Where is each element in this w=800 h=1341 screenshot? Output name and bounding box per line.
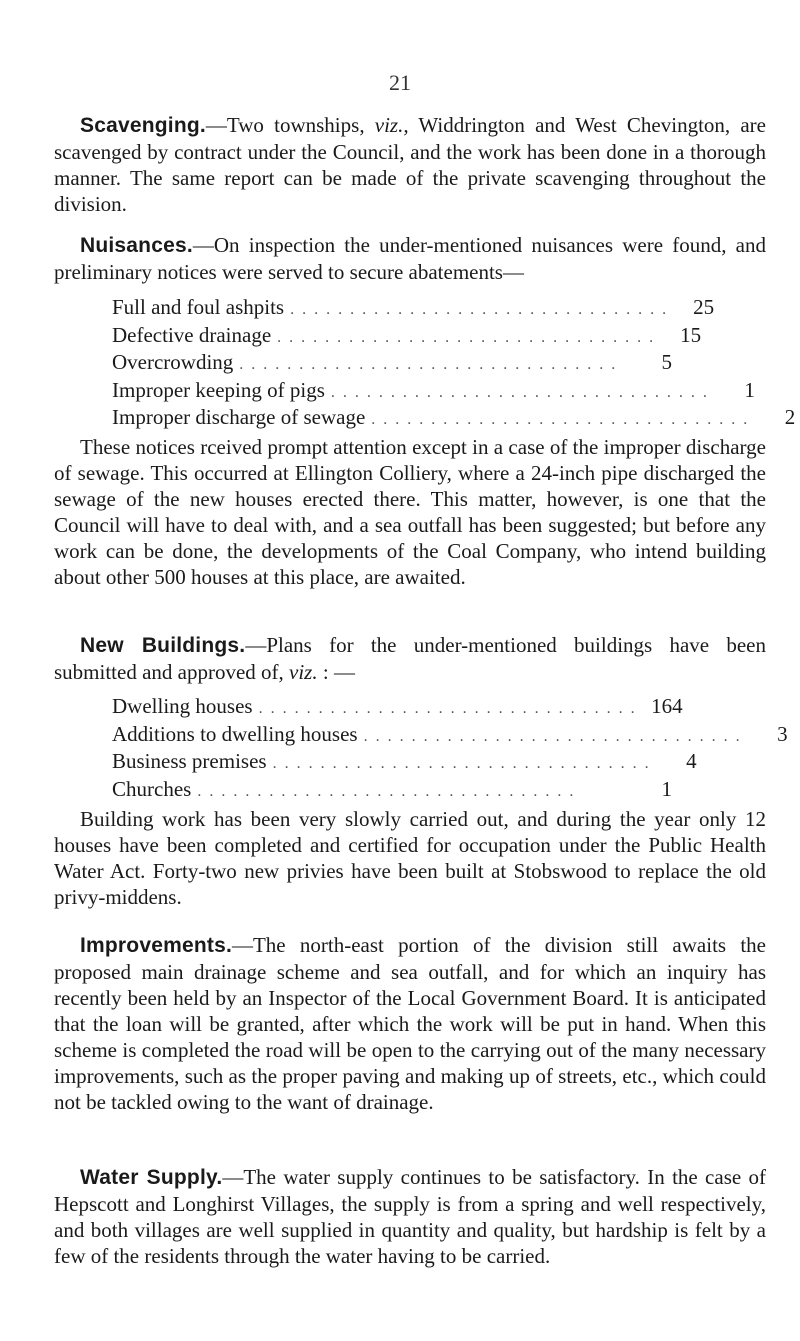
list-item	[112, 295, 715, 323]
list-item-value: 1	[744, 377, 755, 402]
list-item-label: Improper discharge of sewage	[112, 405, 366, 429]
scavenging-heading: Scavenging.	[80, 114, 206, 137]
leader-dots: . . . . . . . . . . . . . . . . . . . . . . . . . . . . . . . .	[330, 383, 709, 401]
leader-dots: . . . . . . . . . . . . . . . . . . . . . . . . . . . . . . . .	[258, 700, 637, 717]
nuisances-heading: Nuisances.	[80, 234, 193, 257]
new-buildings-list	[112, 694, 788, 804]
list-item	[112, 777, 672, 805]
list-item-value: 3	[777, 721, 788, 746]
leader-dots: . . . . . . . . . . . . . . . . . . . . . . . . . . . . . . . .	[239, 356, 618, 373]
list-item-value: 25	[693, 295, 715, 319]
list-item-value: 15	[680, 322, 702, 347]
new-buildings-heading: New Buildings.	[80, 634, 246, 657]
list-item-label: Overcrowding	[112, 350, 234, 374]
improvements-paragraph	[54, 932, 766, 1115]
list-item	[112, 322, 702, 351]
improvements-heading: Improvements.	[80, 934, 232, 957]
new-buildings-paragraph	[54, 632, 766, 685]
list-item-value: 5	[661, 350, 672, 374]
new-buildings-text-b: : —	[317, 660, 355, 684]
new-buildings-text-a: —Plans for the under-mentioned buildings have been submitted and approved of,	[54, 633, 767, 684]
scavenging-text-italic: viz.,	[374, 113, 409, 137]
water-supply-text: —The water supply continues to be satisfactory. In the case of Hepscott and Longhirst Villages, the supply is from a spring and well respectively, and both villages are well supplied in quantity and quality, but hardship is felt by a few of the residents through the water having to be carried.	[54, 1165, 766, 1268]
leader-dots: . . . . . . . . . . . . . . . . . . . . . . . . . . . . . . . .	[197, 782, 576, 800]
list-item	[112, 721, 788, 750]
nuisances-followup-paragraph: These notices rceived prompt attention except in a case of the improper discharge of sewage. This occurred at Ellington Colliery, where a 24-inch pipe discharged the sewage of the new houses erected there. This matter, however, is one that the Council will have to deal with, and a sea outfall has been suggested; but before any work can be done, the developments of the Coal Company, who intend building about other 500 houses at this place, are awaited.	[54, 435, 766, 589]
new-buildings-followup-paragraph: Building work has been very slowly carried out, and during the year only 12 houses have been completed and certified for occupation under the Public Health Water Act. Forty-two new privies have been built at Stobswood to replace the old privy-middens.	[54, 807, 766, 909]
list-item	[112, 350, 672, 378]
leader-dots: . . . . . . . . . . . . . . . . . . . . . . . . . . . . . . . .	[272, 755, 651, 772]
list-item-value: 2	[784, 405, 796, 429]
improvements-text: —The north-east portion of the division still awaits the proposed main drainage scheme and sea outfall, and for which an inquiry has recently been held by an Inspector of the Local Government Board. It is anticipated that the loan will be granted, after which the work will be put in hand. When this scheme is completed the road will be open to the carrying out of the many necessary improvements, such as the proper paving and making up of streets, etc., which could not be tackled owing to the want of drainage.	[54, 933, 766, 1114]
nuisances-list	[112, 295, 796, 433]
list-item-label: Dwelling houses	[112, 694, 253, 718]
page-number: 21	[389, 70, 411, 95]
list-item-label: Churches	[112, 776, 192, 801]
list-item-value: 1	[661, 776, 672, 801]
list-item-label: Additions to dwelling houses	[112, 721, 358, 746]
scavenging-paragraph	[54, 112, 766, 217]
list-item-value: 4	[686, 749, 697, 773]
leader-dots: . . . . . . . . . . . . . . . . . . . . . . . . . . . . . . . .	[363, 727, 742, 745]
nuisances-text: —On inspection the under-mentioned nuisances were found, and preliminary notices were served to secure abatements—	[54, 233, 766, 284]
leader-dots: . . . . . . . . . . . . . . . . . . . . . . . . . . . . . . . .	[277, 328, 656, 346]
list-item-label: Improper keeping of pigs	[112, 377, 325, 402]
list-item-label: Business premises	[112, 749, 267, 773]
new-buildings-text-italic: viz.	[289, 660, 318, 684]
list-item	[112, 694, 683, 722]
list-item	[112, 405, 796, 433]
nuisances-paragraph	[54, 232, 766, 285]
list-item-value: 164	[651, 694, 683, 718]
list-item	[112, 749, 697, 777]
leader-dots: . . . . . . . . . . . . . . . . . . . . . . . . . . . . . . . .	[371, 411, 750, 428]
water-supply-paragraph	[54, 1164, 766, 1269]
list-item-label: Defective drainage	[112, 322, 272, 347]
list-item	[112, 377, 755, 406]
water-supply-heading: Water Supply.	[80, 1166, 223, 1189]
scavenging-text-b: Widdrington and West Chevington, are scavenged by contract under the Council, and the work has been done in a thorough manner. The same report can be made of the private scavenging throughout the division.	[54, 113, 766, 216]
scavenging-text-a: —Two townships,	[205, 113, 375, 137]
list-item-label: Full and foul ashpits	[112, 295, 285, 319]
leader-dots: . . . . . . . . . . . . . . . . . . . . . . . . . . . . . . . .	[290, 301, 669, 318]
